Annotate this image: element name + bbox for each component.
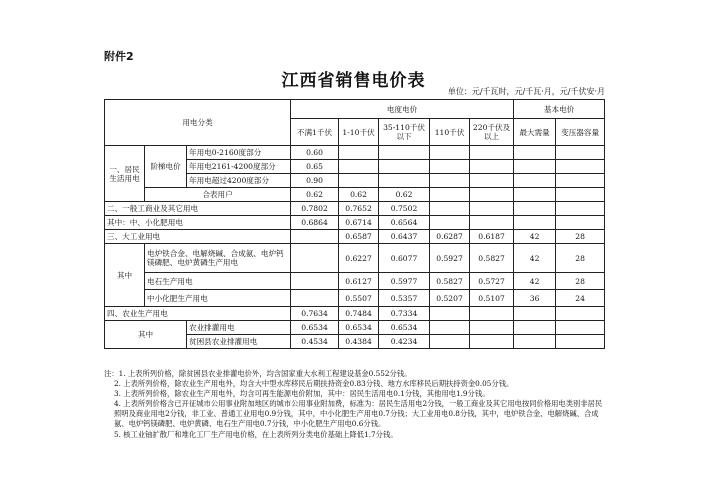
row-label: 其中：中、小化肥用电 xyxy=(105,216,291,230)
cell: 0.5507 xyxy=(339,290,379,307)
cell: 28 xyxy=(556,230,605,244)
cell: 0.5977 xyxy=(379,273,430,290)
cell: 0.4234 xyxy=(379,335,430,349)
cell: 0.62 xyxy=(339,188,379,202)
cell: 0.7634 xyxy=(291,307,339,321)
footnote: 注：1. 上表所列价格，除贫困县农业排灌电价外，均含国家重大水利工程建设基金0.552分钱。 xyxy=(104,369,412,378)
table-row xyxy=(105,202,605,216)
row-label: 年用电超过4200度部分 xyxy=(187,174,291,188)
cell: 28 xyxy=(556,244,605,273)
header-col-3: 35-110千伏以下 xyxy=(379,119,430,146)
cell: 28 xyxy=(556,273,605,290)
cell: 0.6534 xyxy=(339,321,379,335)
attachment-label: 附件2 xyxy=(104,50,134,63)
cell: 0.62 xyxy=(291,188,339,202)
table-row xyxy=(105,188,605,202)
cell: 0.60 xyxy=(291,146,339,160)
cell: 0.7334 xyxy=(379,307,430,321)
cell: 0.5107 xyxy=(470,290,514,307)
header-col-7: 变压器容量 xyxy=(556,119,605,146)
row-label: 年用电0-2160度部分 xyxy=(187,146,291,160)
table-row xyxy=(105,146,605,160)
page-title: 江西省销售电价表 xyxy=(281,71,426,91)
cell: 42 xyxy=(514,244,556,273)
row-label: 二、一般工商业及其它用电 xyxy=(105,202,291,216)
cell: 0.6227 xyxy=(339,244,379,273)
cell: 0.6437 xyxy=(379,230,430,244)
table-row xyxy=(105,244,605,273)
header-category: 用电分类 xyxy=(105,100,291,146)
cell: 0.5927 xyxy=(430,244,470,273)
cell: 0.7484 xyxy=(339,307,379,321)
row-label: 年用电2161-4200度部分 xyxy=(187,160,291,174)
row-label: 合表用户 xyxy=(145,188,291,202)
unit-note: 单位：元/千瓦时，元/千瓦·月，元/千伏安·月 xyxy=(447,87,605,96)
cell: 42 xyxy=(514,230,556,244)
cell: 0.5207 xyxy=(430,290,470,307)
cell: 0.5827 xyxy=(470,244,514,273)
footnote: 3. 上表所列价格，除农业生产用电外，均含可再生能源电价附加，其中：居民生活用电0.1分钱，其他用电1.9分钱。 xyxy=(114,389,490,399)
header-row-1 xyxy=(105,100,605,119)
cell: 0.5357 xyxy=(379,290,430,307)
footnote: 5. 核工业铀扩散厂和堆化工厂生产用电价格，在上表所列分类电价基础上降低1.7分钱。 xyxy=(114,429,398,439)
group-residential: 一、居民生活用电 xyxy=(105,146,145,202)
row-label: 贫困县农业排灌用电 xyxy=(187,335,291,349)
table-row xyxy=(105,290,605,307)
cell: 0.6864 xyxy=(291,216,339,230)
cell: 0.6127 xyxy=(339,273,379,290)
cell: 0.7502 xyxy=(379,202,430,216)
cell: 0.4534 xyxy=(291,335,339,349)
row-label: 电炉铁合金、电解烧碱、合成氨、电炉钙镁磷肥、电炉黄磷生产用电 xyxy=(145,244,291,273)
header-col-6: 最大需量 xyxy=(514,119,556,146)
cell: 24 xyxy=(556,290,605,307)
row-label: 农业排灌用电 xyxy=(187,321,291,335)
cell: 0.6564 xyxy=(379,216,430,230)
cell: 0.65 xyxy=(291,160,339,174)
header-col-5: 220千伏及以上 xyxy=(470,119,514,146)
table-row xyxy=(105,216,605,230)
cell: 0.6587 xyxy=(339,230,379,244)
header-base-price: 基本电价 xyxy=(514,100,605,119)
header-energy-price: 电度电价 xyxy=(291,100,514,119)
group-tiered: 阶梯电价 xyxy=(145,146,187,188)
header-col-1: 不满1千伏 xyxy=(291,119,339,146)
table-row xyxy=(105,307,605,321)
cell: 0.6534 xyxy=(291,321,339,335)
row-label: 电石生产用电 xyxy=(145,273,291,290)
cell: 0.7802 xyxy=(291,202,339,216)
cell: 0.6077 xyxy=(379,244,430,273)
cell: 0.6187 xyxy=(470,230,514,244)
cell: 0.6534 xyxy=(379,321,430,335)
cell: 36 xyxy=(514,290,556,307)
table-row xyxy=(105,321,605,335)
cell: 0.90 xyxy=(291,174,339,188)
cell: 0.5727 xyxy=(470,273,514,290)
row-label: 四、农业生产用电 xyxy=(105,307,291,321)
footnotes xyxy=(104,369,604,440)
group-agri-sub: 其中 xyxy=(105,321,187,349)
cell: 0.5827 xyxy=(430,273,470,290)
header-col-2: 1-10千伏 xyxy=(339,119,379,146)
table-row xyxy=(105,230,605,244)
cell: 0.62 xyxy=(379,188,430,202)
cell: 42 xyxy=(514,273,556,290)
cell: 0.4384 xyxy=(339,335,379,349)
price-table xyxy=(104,99,605,349)
footnote: 4. 上表所列价格含已开征城市公用事业附加地区的城市公用事业附加费，标准为：居民生活用电2分钱，一般工商业及其它用电按同价格用电类别非居民照明及商业用电2分钱，非工业、普通工业用电0.9分钱，其中，中小化肥生产用电0.7分钱；大工业用电0.8分钱，其中，电炉铁合金、电解烧碱、合成氨、电炉钙镁磷肥、电炉黄磷、电石生产用电0.7分钱，中小化肥生产用电0.6分钱。 xyxy=(114,399,603,429)
row-label: 三、大工业用电 xyxy=(105,230,291,244)
cell: 0.7652 xyxy=(339,202,379,216)
row-label: 中小化肥生产用电 xyxy=(145,290,291,307)
cell: 0.6714 xyxy=(339,216,379,230)
cell: 0.6287 xyxy=(430,230,470,244)
group-industry-sub: 其中 xyxy=(105,244,145,307)
header-col-4: 110千伏 xyxy=(430,119,470,146)
footnote: 2. 上表所列价格，除农业生产用电外，均含大中型水库移民后期扶持资金0.83分钱、地方水库移民后期扶持资金0.05分钱。 xyxy=(114,379,514,389)
table-row xyxy=(105,273,605,290)
